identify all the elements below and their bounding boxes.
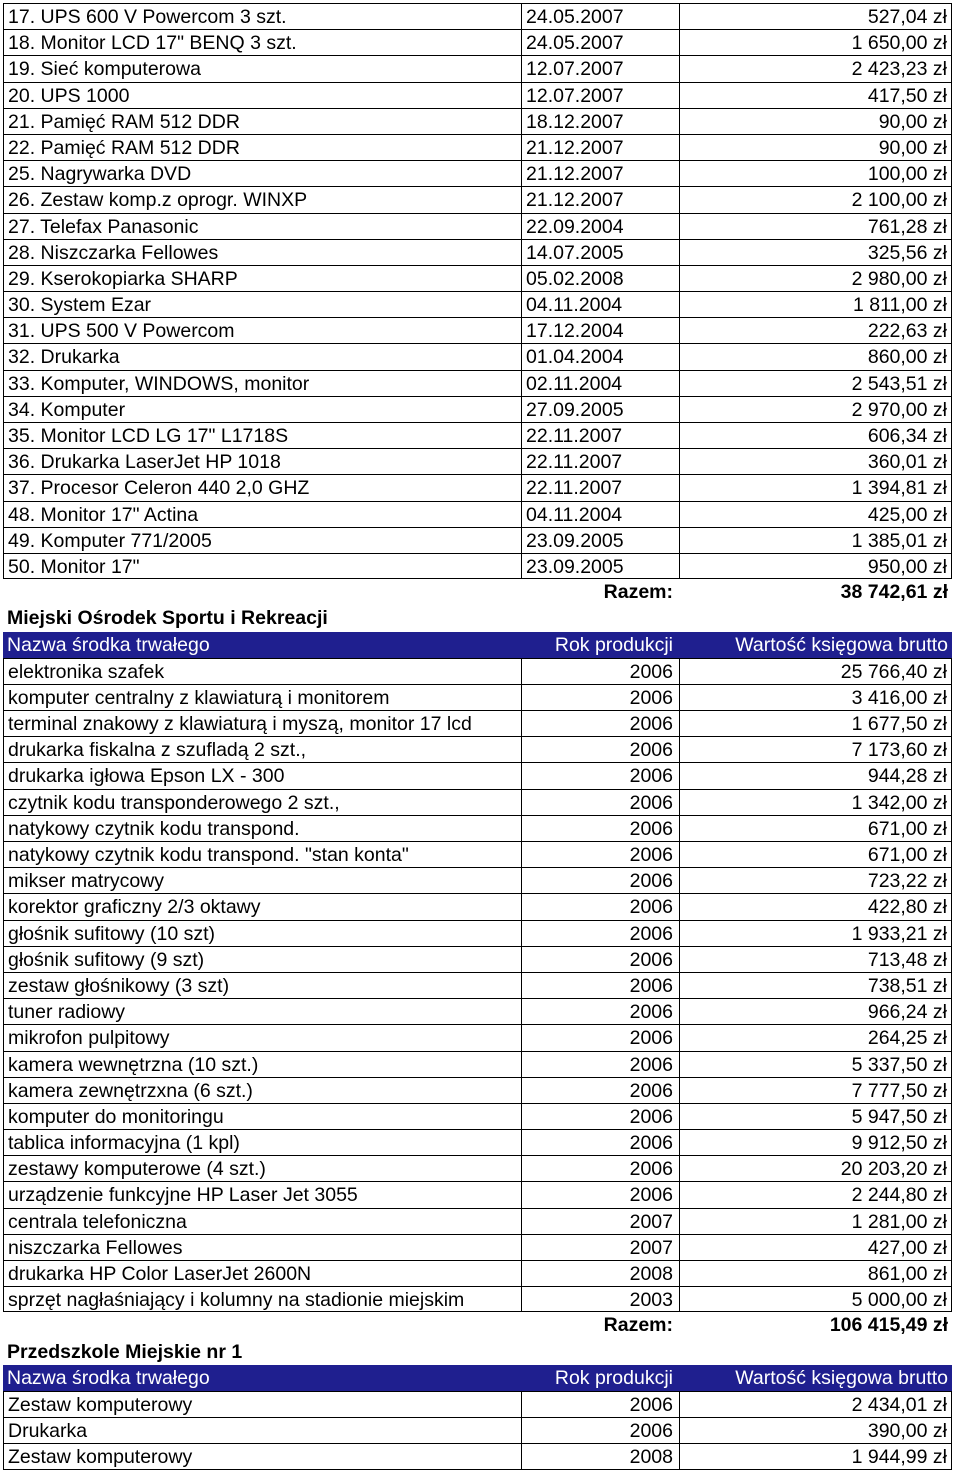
cell-name: mikrofon pulpitowy	[3, 1024, 521, 1050]
cell-value: 861,00 zł	[679, 1260, 952, 1286]
table-row	[3, 265, 952, 291]
cell-name: elektronika szafek	[3, 658, 521, 684]
cell-value: 264,25 zł	[679, 1024, 952, 1050]
table-row	[3, 3, 952, 29]
cell-year: 2006	[521, 893, 679, 919]
cell-year: 2006	[521, 1103, 679, 1129]
cell-date: 12.07.2007	[521, 82, 679, 108]
cell-name: 34. Komputer	[3, 396, 521, 422]
cell-value: 427,00 zł	[679, 1234, 952, 1260]
cell-value: 1 281,00 zł	[679, 1208, 952, 1234]
cell-name: 35. Monitor LCD LG 17" L1718S	[3, 422, 521, 448]
cell-date: 22.11.2007	[521, 422, 679, 448]
cell-name: 48. Monitor 17" Actina	[3, 501, 521, 527]
cell-value: 2 434,01 zł	[679, 1391, 952, 1417]
table-row	[3, 213, 952, 239]
cell-value: 1 394,81 zł	[679, 474, 952, 500]
cell-year: 2006	[521, 815, 679, 841]
cell-value: 2 543,51 zł	[679, 370, 952, 396]
asset-table-3	[3, 1391, 952, 1470]
table-row	[3, 1051, 952, 1077]
cell-date: 04.11.2004	[521, 291, 679, 317]
cell-name: 29. Kserokopiarka SHARP	[3, 265, 521, 291]
cell-name: 28. Niszczarka Fellowes	[3, 239, 521, 265]
cell-year: 2006	[521, 1391, 679, 1417]
table-row	[3, 1077, 952, 1103]
cell-date: 04.11.2004	[521, 501, 679, 527]
header-value: Wartość księgowa brutto	[735, 633, 948, 656]
cell-name: kamera wewnętrzna (10 szt.)	[3, 1051, 521, 1077]
asset-table-2	[3, 658, 952, 1313]
cell-year: 2008	[521, 1443, 679, 1469]
header-name: Nazwa środka trwałego	[7, 1366, 210, 1389]
cell-name: 27. Telefax Panasonic	[3, 213, 521, 239]
cell-date: 22.11.2007	[521, 448, 679, 474]
table-row	[3, 134, 952, 160]
cell-date: 21.12.2007	[521, 160, 679, 186]
cell-date: 12.07.2007	[521, 55, 679, 81]
table-row	[3, 1417, 952, 1443]
cell-value: 723,22 zł	[679, 867, 952, 893]
table-1-total-row	[3, 579, 952, 605]
cell-name: 30. System Ezar	[3, 291, 521, 317]
cell-value: 761,28 zł	[679, 213, 952, 239]
cell-name: zestaw głośnikowy (3 szt)	[3, 972, 521, 998]
table-row	[3, 527, 952, 553]
header-value: Wartość księgowa brutto	[735, 1366, 948, 1389]
cell-value: 671,00 zł	[679, 815, 952, 841]
cell-value: 2 244,80 zł	[679, 1181, 952, 1207]
table-row	[3, 553, 952, 579]
table-row	[3, 1286, 952, 1312]
cell-year: 2006	[521, 867, 679, 893]
cell-year: 2006	[521, 972, 679, 998]
cell-name: niszczarka Fellowes	[3, 1234, 521, 1260]
table-row	[3, 29, 952, 55]
table-row	[3, 396, 952, 422]
table-header	[3, 632, 952, 658]
table-row	[3, 972, 952, 998]
cell-name: 25. Nagrywarka DVD	[3, 160, 521, 186]
cell-name: tablica informacyjna (1 kpl)	[3, 1129, 521, 1155]
cell-year: 2006	[521, 998, 679, 1024]
cell-value: 25 766,40 zł	[679, 658, 952, 684]
cell-year: 2006	[521, 841, 679, 867]
table-row	[3, 867, 952, 893]
table-row	[3, 1181, 952, 1207]
table-row	[3, 474, 952, 500]
total-label: Razem:	[603, 1314, 673, 1337]
cell-year: 2006	[521, 1024, 679, 1050]
cell-date: 14.07.2005	[521, 239, 679, 265]
cell-name: Zestaw komputerowy	[3, 1391, 521, 1417]
cell-date: 22.11.2007	[521, 474, 679, 500]
table-row	[3, 710, 952, 736]
cell-value: 671,00 zł	[679, 841, 952, 867]
cell-value: 527,04 zł	[679, 3, 952, 29]
cell-name: 33. Komputer, WINDOWS, monitor	[3, 370, 521, 396]
table-row	[3, 1129, 952, 1155]
cell-year: 2006	[521, 710, 679, 736]
cell-value: 7 173,60 zł	[679, 736, 952, 762]
cell-value: 417,50 zł	[679, 82, 952, 108]
cell-date: 21.12.2007	[521, 134, 679, 160]
table-row	[3, 841, 952, 867]
cell-year: 2003	[521, 1286, 679, 1312]
total-value: 106 415,49 zł	[829, 1314, 948, 1337]
cell-value: 5 337,50 zł	[679, 1051, 952, 1077]
cell-value: 738,51 zł	[679, 972, 952, 998]
cell-year: 2007	[521, 1208, 679, 1234]
cell-year: 2006	[521, 789, 679, 815]
cell-name: mikser matrycowy	[3, 867, 521, 893]
cell-value: 9 912,50 zł	[679, 1129, 952, 1155]
cell-name: 19. Sieć komputerowa	[3, 55, 521, 81]
cell-value: 422,80 zł	[679, 893, 952, 919]
cell-year: 2006	[521, 736, 679, 762]
cell-value: 222,63 zł	[679, 317, 952, 343]
table-row	[3, 998, 952, 1024]
cell-date: 27.09.2005	[521, 396, 679, 422]
table-row	[3, 108, 952, 134]
cell-year: 2007	[521, 1234, 679, 1260]
cell-name: 36. Drukarka LaserJet HP 1018	[3, 448, 521, 474]
cell-name: komputer do monitoringu	[3, 1103, 521, 1129]
asset-table-1	[3, 3, 952, 579]
cell-name: czytnik kodu transponderowego 2 szt.,	[3, 789, 521, 815]
cell-name: drukarka HP Color LaserJet 2600N	[3, 1260, 521, 1286]
cell-date: 05.02.2008	[521, 265, 679, 291]
cell-year: 2006	[521, 946, 679, 972]
table-row	[3, 55, 952, 81]
cell-name: głośnik sufitowy (9 szt)	[3, 946, 521, 972]
table-row	[3, 658, 952, 684]
table-row	[3, 186, 952, 212]
cell-name: terminal znakowy z klawiaturą i myszą, monitor 17 lcd	[3, 710, 521, 736]
section-title: Przedszkole Miejskie nr 1	[7, 1340, 243, 1363]
cell-value: 1 650,00 zł	[679, 29, 952, 55]
cell-name: 49. Komputer 771/2005	[3, 527, 521, 553]
table-row	[3, 762, 952, 788]
table-row	[3, 343, 952, 369]
cell-name: natykowy czytnik kodu transpond. "stan konta"	[3, 841, 521, 867]
cell-year: 2006	[521, 658, 679, 684]
table-row	[3, 422, 952, 448]
table-row	[3, 1024, 952, 1050]
table-row	[3, 370, 952, 396]
cell-name: 26. Zestaw komp.z oprogr. WINXP	[3, 186, 521, 212]
cell-year: 2006	[521, 684, 679, 710]
table-row	[3, 317, 952, 343]
cell-name: Zestaw komputerowy	[3, 1443, 521, 1469]
cell-name: 50. Monitor 17"	[3, 553, 521, 579]
cell-value: 1 342,00 zł	[679, 789, 952, 815]
table-2-total-row	[3, 1312, 952, 1338]
cell-name: 22. Pamięć RAM 512 DDR	[3, 134, 521, 160]
header-year: Rok produkcji	[554, 633, 673, 656]
cell-name: drukarka fiskalna z szufladą 2 szt.,	[3, 736, 521, 762]
total-label: Razem:	[603, 581, 673, 604]
cell-value: 950,00 zł	[679, 553, 952, 579]
cell-value: 5 947,50 zł	[679, 1103, 952, 1129]
cell-name: głośnik sufitowy (10 szt)	[3, 920, 521, 946]
cell-value: 390,00 zł	[679, 1417, 952, 1443]
table-row	[3, 789, 952, 815]
cell-value: 2 100,00 zł	[679, 186, 952, 212]
cell-value: 1 385,01 zł	[679, 527, 952, 553]
cell-name: korektor graficzny 2/3 oktawy	[3, 893, 521, 919]
cell-name: komputer centralny z klawiaturą i monitorem	[3, 684, 521, 710]
header-year: Rok produkcji	[554, 1366, 673, 1389]
total-value: 38 742,61 zł	[840, 581, 948, 604]
table-row	[3, 815, 952, 841]
table-row	[3, 946, 952, 972]
table-row	[3, 893, 952, 919]
table-row	[3, 239, 952, 265]
table-row	[3, 1391, 952, 1417]
cell-value: 713,48 zł	[679, 946, 952, 972]
cell-name: urządzenie funkcyjne HP Laser Jet 3055	[3, 1181, 521, 1207]
cell-year: 2006	[521, 920, 679, 946]
table-row	[3, 501, 952, 527]
cell-date: 02.11.2004	[521, 370, 679, 396]
table-row	[3, 736, 952, 762]
cell-name: Drukarka	[3, 1417, 521, 1443]
table-row	[3, 448, 952, 474]
cell-date: 01.04.2004	[521, 343, 679, 369]
cell-name: kamera zewnętrzxna (6 szt.)	[3, 1077, 521, 1103]
cell-value: 7 777,50 zł	[679, 1077, 952, 1103]
cell-value: 100,00 zł	[679, 160, 952, 186]
cell-date: 21.12.2007	[521, 186, 679, 212]
cell-date: 24.05.2007	[521, 3, 679, 29]
cell-date: 22.09.2004	[521, 213, 679, 239]
cell-year: 2006	[521, 1129, 679, 1155]
table-row	[3, 82, 952, 108]
cell-date: 18.12.2007	[521, 108, 679, 134]
cell-value: 90,00 zł	[679, 108, 952, 134]
cell-year: 2006	[521, 1417, 679, 1443]
cell-name: 32. Drukarka	[3, 343, 521, 369]
cell-value: 944,28 zł	[679, 762, 952, 788]
cell-value: 1 677,50 zł	[679, 710, 952, 736]
cell-name: 20. UPS 1000	[3, 82, 521, 108]
cell-value: 2 980,00 zł	[679, 265, 952, 291]
document	[3, 3, 952, 1470]
cell-value: 325,56 zł	[679, 239, 952, 265]
table-row	[3, 1208, 952, 1234]
table-row	[3, 1234, 952, 1260]
cell-value: 860,00 zł	[679, 343, 952, 369]
header-name: Nazwa środka trwałego	[7, 633, 210, 656]
table-header	[3, 1365, 952, 1391]
table-row	[3, 1443, 952, 1469]
cell-date: 23.09.2005	[521, 553, 679, 579]
section-title: Miejski Ośrodek Sportu i Rekreacji	[7, 607, 328, 630]
cell-name: sprzęt nagłaśniający i kolumny na stadionie miejskim	[3, 1286, 521, 1312]
cell-value: 360,01 zł	[679, 448, 952, 474]
cell-date: 24.05.2007	[521, 29, 679, 55]
table-row	[3, 684, 952, 710]
cell-value: 425,00 zł	[679, 501, 952, 527]
cell-value: 90,00 zł	[679, 134, 952, 160]
cell-value: 1 811,00 zł	[679, 291, 952, 317]
table-row	[3, 1155, 952, 1181]
table-row	[3, 291, 952, 317]
cell-year: 2008	[521, 1260, 679, 1286]
table-row	[3, 160, 952, 186]
cell-date: 23.09.2005	[521, 527, 679, 553]
cell-year: 2006	[521, 1181, 679, 1207]
cell-year: 2006	[521, 1077, 679, 1103]
table-row	[3, 1103, 952, 1129]
cell-value: 3 416,00 zł	[679, 684, 952, 710]
cell-value: 20 203,20 zł	[679, 1155, 952, 1181]
cell-name: 31. UPS 500 V Powercom	[3, 317, 521, 343]
table-row	[3, 1260, 952, 1286]
cell-name: natykowy czytnik kodu transpond.	[3, 815, 521, 841]
cell-value: 966,24 zł	[679, 998, 952, 1024]
cell-date: 17.12.2004	[521, 317, 679, 343]
cell-year: 2006	[521, 762, 679, 788]
cell-name: 37. Procesor Celeron 440 2,0 GHZ	[3, 474, 521, 500]
cell-name: centrala telefoniczna	[3, 1208, 521, 1234]
cell-value: 1 944,99 zł	[679, 1443, 952, 1469]
cell-name: 21. Pamięć RAM 512 DDR	[3, 108, 521, 134]
cell-value: 2 970,00 zł	[679, 396, 952, 422]
cell-name: tuner radiowy	[3, 998, 521, 1024]
cell-name: 18. Monitor LCD 17" BENQ 3 szt.	[3, 29, 521, 55]
cell-name: 17. UPS 600 V Powercom 3 szt.	[3, 3, 521, 29]
cell-year: 2006	[521, 1155, 679, 1181]
cell-value: 606,34 zł	[679, 422, 952, 448]
cell-name: zestawy komputerowe (4 szt.)	[3, 1155, 521, 1181]
cell-value: 1 933,21 zł	[679, 920, 952, 946]
cell-name: drukarka igłowa Epson LX - 300	[3, 762, 521, 788]
cell-year: 2006	[521, 1051, 679, 1077]
cell-value: 5 000,00 zł	[679, 1286, 952, 1312]
table-row	[3, 920, 952, 946]
cell-value: 2 423,23 zł	[679, 55, 952, 81]
